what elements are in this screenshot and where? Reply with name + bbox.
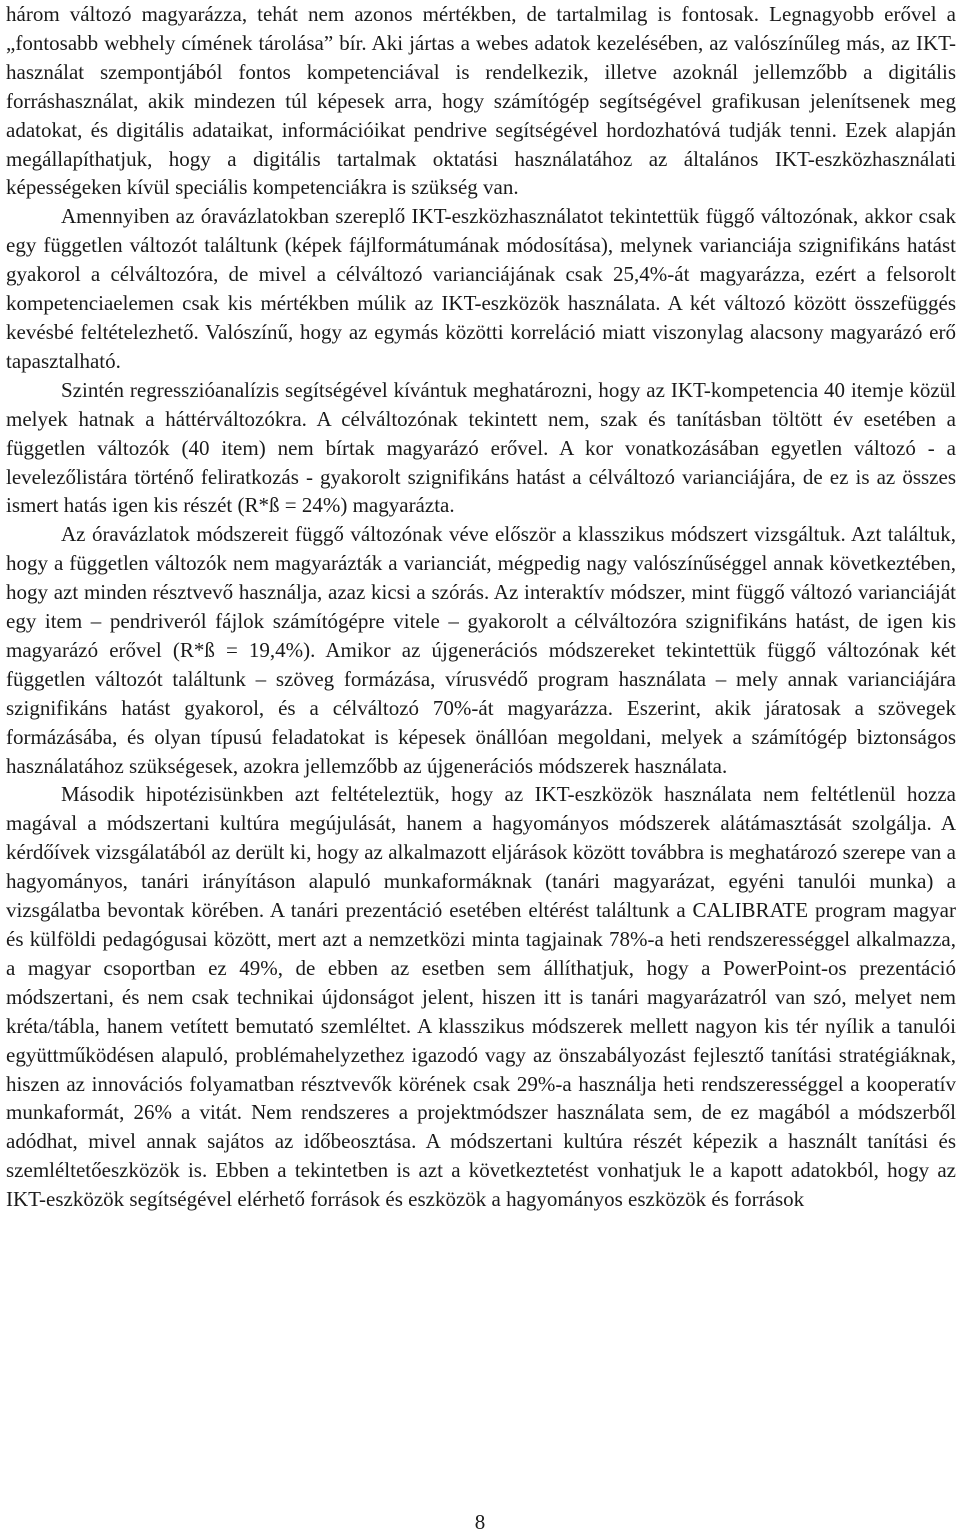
paragraph-4: Az óravázlatok módszereit függő változónak véve először a klasszikus módszert vizsgáltuk. Azt találtuk, hogy a független változók nem magyarázták a varianciát, mégpedig nagy valószínűséggel annak következtében, hogy azt minden résztvevő használja, azaz kicsi a szórás. Az interaktív módszer, mint függő változó varianciáját egy item – pendriveról fájlok számítógépre vitele – gyakorolt a célváltozóra szignifikáns hatást, de igen kis magyarázó erővel (R*ß = 19,4%). Amikor az újgenerációs módszereket tekintettük függő változónak két független változót találtunk – szöveg formázása, vírusvédő program használata – mely annak varianciájára szignifikáns hatást gyakorol, és a célváltozó 70%-át magyarázza. Eszerint, akik járatosak a szövegek formázásába, és olyan típusú feladatokat is képesek önállóan megoldani, melyek a számítógép biztonságos használatához szükségesek, azokra jellemzőbb az újgenerációs módszerek használata.	[6, 522, 956, 778]
paragraph-1: három változó magyarázza, tehát nem azonos mértékben, de tartalmilag is fontosak. Legnagyobb erővel a „fontosabb webhely címének tárolása” bír. Aki jártas a webes adatok kezelésében, az valószínűleg más, az IKT-használat szempontjából fontos kompetenciával is rendelkezik, illetve azoknál jellemzőbb a digitális forráshasználat, akik mindezen túl képesek arra, hogy számítógép segítségével grafikusan jelenítsenek meg adatokat, és digitális adataikat, információikat pendrive segítségével hordozhatóvá tudják tenni. Ezek alapján megállapíthatjuk, hogy a digitális tartalmak oktatási használatához az általános IKT-eszközhasználati képességeken kívül speciális kompetenciákra is szükség van.	[6, 2, 956, 200]
paragraph-3: Szintén regresszióanalízis segítségével kívántuk meghatározni, hogy az IKT-kompetencia 40 itemje közül melyek hatnak a háttérváltozókra. A célváltozónak tekintett nem, szak és tanításban töltött év esetében a független változók (40 item) nem bírtak magyarázó erővel. A kor vonatkozásában egyetlen változó - a levelezőlistára történő feliratkozás - gyakorolt szignifikáns hatást a célváltozó varianciájára, de ez is az összes ismert hatás igen kis részét (R*ß = 24%) magyarázta.	[6, 377, 956, 518]
page-number: 8	[474, 1510, 486, 1534]
paragraph-5: Második hipotézisünkben azt feltételeztük, hogy az IKT-eszközök használata nem feltétlenül hozza magával a módszertani kultúra megújulását, hanem a hagyományos módszerek alátámasztását szolgálja. A kérdőívek vizsgálatából az derült ki, hogy az alkalmazott eljárások között továbbra is meghatározó szerepe van a hagyományos, tanári irányításon alapuló munkaformáknak (tanári magyarázat, egyéni tanulói munka) a vizsgálatba bevontak körében. A tanári prezentáció esetében eltérést találtunk a CALIBRATE program magyar és külföldi pedagógusai között, mert azt a nemzetközi minta tagjainak 78%-a heti rendszerességgel alkalmazza, a magyar csoportban ez 49%, de ebben az esetben sem állíthatjuk, hogy a PowerPoint-os prezentáció módszertani, és nem csak technikai újdonságot jelent, hiszen itt is tanári magyarázatról van szó, melyet nem kréta/tábla, hanem vetített bemutató szemléltet. A klasszikus módszerek mellett nagyon kis tér nyílik a tanulói együttműködésen alapuló, problémahelyzethez igazodó vagy az önszabályozást fejlesztő tanítási stratégiáknak, hiszen az innovációs folyamatban résztvevők körének csak 29%-a használja heti rendszerességgel a kooperatív munkaformát, 26% a vitát. Nem rendszeres a projektmódszer használata sem, de ez magából a módszerből adódhat, mivel annak sajátos az időbeosztása. A módszertani kultúra részét képezik a használt tanítási és szemléltetőeszközök is. Ebben a tekintetben is azt a következtetést vonhatjuk le a kapott adatokból, hogy az IKT-eszközök segítségével elérhető források és eszközök a hagyományos eszközök és források	[6, 782, 956, 1212]
document-body	[6, 0, 956, 1214]
paragraph-2: Amennyiben az óravázlatokban szereplő IKT-eszközhasználatot tekintettük függő változónak, akkor csak egy független változót találtunk (képek fájlformátumának módosítása), melynek varianciája szignifikáns hatást gyakorol a célváltozóra, de mivel a célváltozó varianciájának csak 25,4%-át magyarázza, ezért a felsorolt kompetenciaelemen csak kis mértékben múlik az IKT-eszközök használata. A két változó között összefüggés kevésbé feltételezhető. Valószínű, hogy az egymás közötti korreláció miatt viszonylag alacsony magyarázó erő tapasztalható.	[6, 204, 956, 373]
